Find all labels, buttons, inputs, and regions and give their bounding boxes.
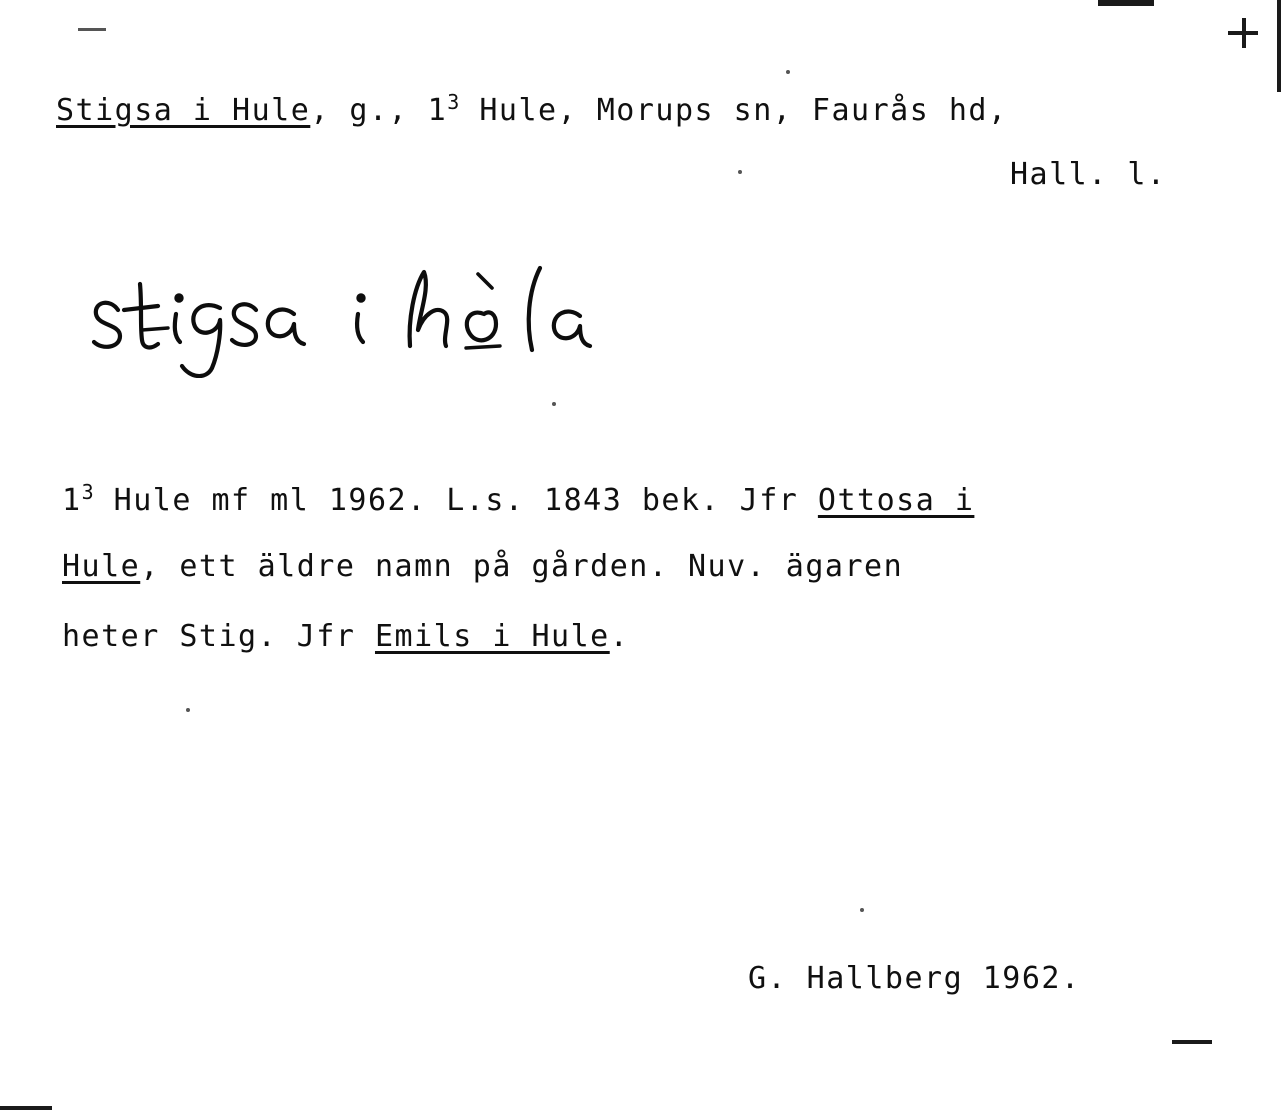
scan-speck [78, 28, 106, 31]
scan-speck [738, 170, 742, 174]
cross-reference-emils-i-hule: Emils i Hule [374, 619, 610, 654]
body-line1-pre: 1 [62, 483, 82, 518]
body-line3-tail: . [609, 619, 630, 654]
card-edge-mark-bottom-left [0, 1106, 52, 1110]
headline-line-2: Hall. l. [1010, 157, 1167, 192]
scan-speck [552, 402, 556, 406]
cross-reference-hule: Hule [62, 549, 141, 584]
headline-rest-b: Hule, Morups sn, Faurås hd, [459, 93, 1008, 128]
card-edge-mark-lower-right [1172, 1040, 1212, 1044]
registration-cross-icon [1228, 18, 1258, 48]
cross-reference-ottosa: Ottosa i [817, 483, 975, 518]
body-line1-superscript: 3 [81, 480, 95, 504]
body-line2-rest: , ett äldre namn på gården. Nuv. ägaren [140, 549, 904, 584]
scan-speck [860, 908, 864, 912]
card-edge-mark-right [1277, 0, 1281, 92]
body-line1-mid: Hule mf ml 1962. L.s. 1843 bek. Jfr [94, 483, 818, 518]
signature-line: G. Hallberg 1962. [748, 961, 1081, 996]
headline-rest-a: , g., 1 [310, 93, 448, 128]
body-line-2 [62, 549, 904, 584]
handwritten-pronunciation [80, 258, 600, 378]
headline-superscript: 3 [447, 90, 460, 114]
card-edge-mark-top [1098, 0, 1154, 6]
body-line3-pre: heter Stig. Jfr [62, 619, 375, 654]
headline-lemma: Stigsa i Hule [56, 93, 311, 128]
scan-speck [186, 708, 190, 712]
body-line-3 [62, 619, 630, 654]
headline-line-1 [56, 92, 1008, 126]
body-line-1 [62, 482, 974, 516]
scan-speck [786, 70, 790, 74]
